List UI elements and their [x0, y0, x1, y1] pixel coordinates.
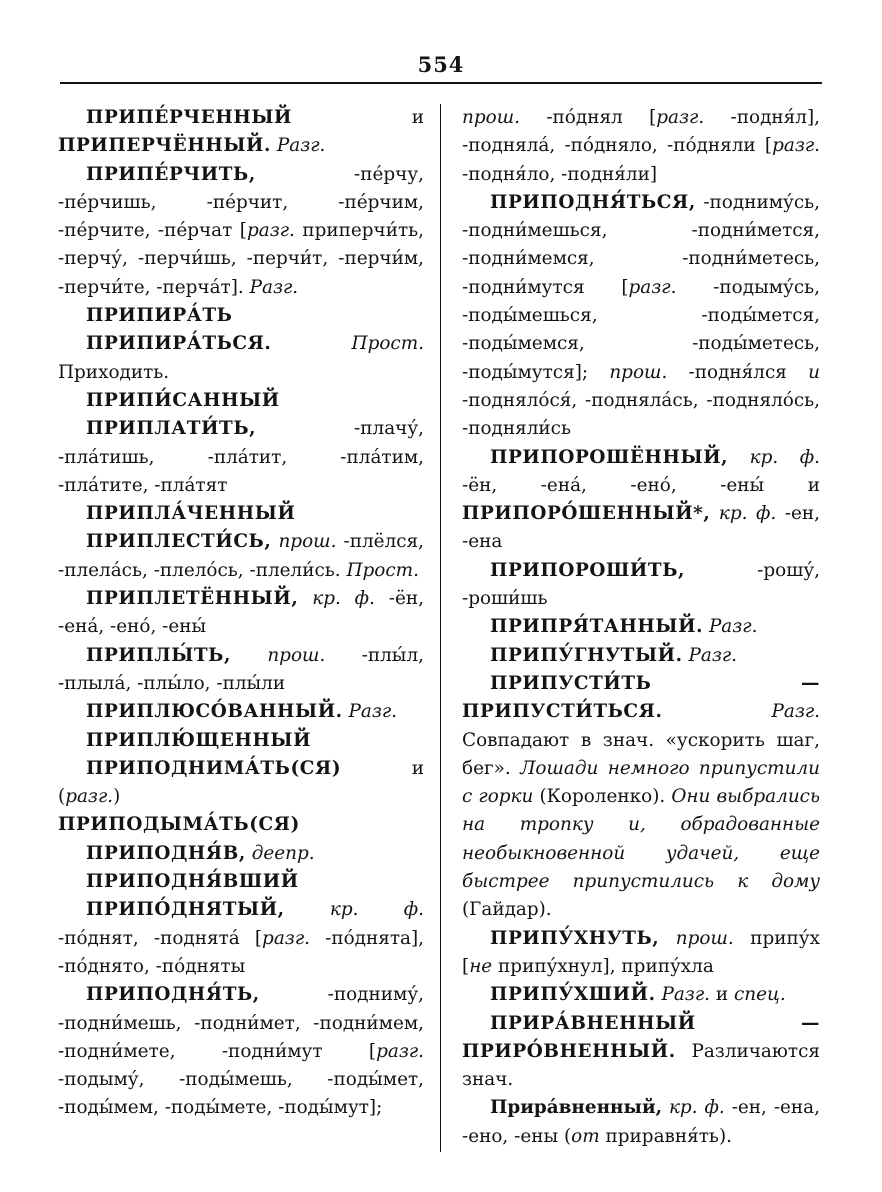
- headword: ПРИПО́ДНЯТЫЙ,: [86, 899, 285, 921]
- headword: ПРИПЛАТИ́ТЬ,: [86, 418, 257, 440]
- entry-pripodnyavshiy: [58, 868, 424, 896]
- usage-label: спец.: [733, 984, 786, 1006]
- usage-label: прош.: [609, 361, 668, 383]
- subentry-priravnenny: [462, 1094, 820, 1151]
- usage-label: разг.: [246, 220, 295, 242]
- conjunction: и: [411, 107, 424, 128]
- usage-label: кр. ф.: [718, 503, 777, 525]
- usage-label: разг.: [628, 276, 677, 298]
- word-forms: -плы́л, -плыла́, -плы́ло, -плы́ли: [58, 644, 424, 694]
- entry-pripukhshiy: [462, 981, 820, 1009]
- usage-label: прош.: [462, 107, 520, 128]
- entry-priporoshit: [462, 557, 820, 614]
- conjunction: и: [715, 984, 729, 1006]
- word-forms: приперчи́ть, -перчу́, -перчи́шь, -перчи́т, -перчи́м, -перчи́те, -перча́т].: [58, 220, 424, 298]
- usage-label: кр. ф.: [668, 1097, 725, 1119]
- entry-pripodnyat-continued: [462, 104, 820, 189]
- example-quote: Лошади немного припустили с горки: [462, 757, 820, 808]
- right-column: [462, 104, 820, 1151]
- conjunction: и: [808, 361, 820, 383]
- headword: Прира́вненный,: [490, 1097, 662, 1119]
- entry-priplestis: [58, 528, 424, 585]
- word-forms: -по́днял [: [546, 107, 657, 128]
- entry-pripustit: [462, 670, 820, 925]
- headword: ПРИПРЯ́ТАННЫЙ.: [490, 616, 704, 638]
- word-forms: -подыму́сь, -поды́мешься, -поды́мется, -поды́мемся, -поды́метесь, -поды́мутся];: [462, 276, 820, 383]
- headword: ПРИПЛЮСО́ВАННЫЙ.: [86, 701, 343, 723]
- entry-priplyushchenny: [58, 727, 424, 755]
- usage-label: Разг.: [661, 984, 710, 1006]
- headword: ПРИПУ́ХНУТЬ,: [490, 927, 660, 949]
- usage-label: Разг.: [249, 276, 299, 298]
- word-forms: -подыму́, -поды́мешь, -поды́мет, -поды́мем, -поды́мете, -поды́мут];: [58, 1069, 424, 1119]
- usage-label: кр. ф.: [329, 899, 424, 921]
- usage-label: прош.: [278, 531, 337, 553]
- entry-pripiratsya: [58, 330, 424, 387]
- usage-label: прош.: [267, 644, 326, 666]
- conjunction: и (: [58, 757, 424, 808]
- word-forms: -по́днят, -поднята́ [: [58, 927, 263, 949]
- headword: ПРИПЛЕТЁННЫЙ,: [86, 588, 299, 610]
- entry-priporoshenny: [462, 444, 820, 557]
- example-source: (Короленко).: [539, 786, 666, 808]
- entry-priplyt: [58, 642, 424, 699]
- headword: ПРИПЕ́РЧИТЬ,: [86, 163, 256, 185]
- entry-pripirat: [58, 302, 424, 330]
- definition: Совпадают в знач. «ускорить шаг, бег».: [462, 729, 820, 779]
- headword-variant: ПРИПЕРЧЁННЫЙ.: [58, 135, 272, 157]
- entry-pripodnyatsya: [462, 189, 820, 444]
- usage-label: Разг.: [708, 616, 758, 638]
- word-forms: -подня́лся: [688, 361, 787, 383]
- column-divider: [440, 104, 441, 1152]
- headword: ПРИПЛЕСТИ́СЬ,: [86, 531, 272, 553]
- entry-pripodnyat: [58, 981, 424, 1122]
- headword: ПРИПУСТИ́ТЬ — ПРИПУСТИ́ТЬСЯ.: [462, 672, 820, 723]
- word-forms: -рошу́, -роши́шь: [462, 559, 820, 610]
- usage-label: кр. ф.: [749, 446, 820, 468]
- word-forms: -ён, -ена́, -ено́, -ены́: [462, 474, 765, 496]
- header-rule: [60, 82, 822, 84]
- entry-priperchit: [58, 161, 424, 302]
- usage-label: Разг.: [348, 701, 398, 723]
- headword: ПРИПЛА́ЧЕННЫЙ: [86, 503, 296, 525]
- headword: ПРИПОРОШИ́ТЬ,: [490, 559, 685, 581]
- entry-pripisanny: [58, 387, 424, 415]
- headword: ПРИПЕ́РЧЕННЫЙ: [86, 107, 293, 128]
- usage-label: разг.: [262, 927, 310, 949]
- conjunction: и: [807, 474, 820, 496]
- entry-pripodnyatyy: [58, 896, 424, 981]
- headword: ПРИПУ́ГНУТЫЙ.: [490, 644, 683, 666]
- entry-pripodymat: [58, 811, 424, 839]
- headword: ПРИПИРА́ТЬ: [86, 305, 233, 327]
- headword: ПРИПУ́ХШИЙ.: [490, 984, 656, 1006]
- headword: ПРИПЛЮ́ЩЕННЫЙ: [86, 729, 312, 751]
- usage-label: Прост.: [351, 333, 424, 355]
- entry-pripugnuty: [462, 642, 820, 670]
- word-forms: -плачу́, -пла́тишь, -пла́тит, -пла́тим, -пла́тите, -пла́тят: [58, 418, 424, 496]
- entry-priplachenny: [58, 500, 424, 528]
- word-forms: -подня́ло, -подня́ли]: [462, 163, 658, 185]
- word-forms: -подняло́ся́, -подняла́сь, -подняло́сь, -подняли́сь: [462, 389, 820, 440]
- usage-label: Прост.: [346, 559, 419, 581]
- headword: ПРИРА́ВНЕННЫЙ — ПРИРО́ВНЕННЫЙ.: [462, 1012, 820, 1062]
- usage-label: от: [571, 1125, 600, 1147]
- headword: ПРИПОДНЯ́ТЬ,: [86, 984, 260, 1006]
- word-forms: припу́х [: [462, 927, 820, 977]
- entry-pripodnyav: [58, 840, 424, 868]
- headword: ПРИПОДНИМА́ТЬ(СЯ): [86, 757, 342, 779]
- headword: ПРИПОРОШЁННЫЙ,: [490, 446, 729, 468]
- headword: ПРИПИ́САННЫЙ: [86, 389, 280, 411]
- entry-priplyusovanny: [58, 698, 424, 726]
- headword: ПРИПЛЫ́ТЬ,: [86, 644, 231, 666]
- word-forms: -пе́рчу, -пе́рчишь, -пе́рчит, -пе́рчим, -пе́рчите, -пе́рчат [: [58, 163, 424, 242]
- entry-pripodnimat: [58, 755, 424, 812]
- entry-pripletenny: [58, 585, 424, 642]
- definition: Различаются знач.: [462, 1040, 820, 1091]
- usage-label: деепр.: [251, 842, 315, 864]
- usage-label: Разг.: [771, 701, 820, 723]
- word-forms: -плёлся, -плела́сь, -плело́сь, -плели́сь.: [58, 531, 424, 581]
- entry-pripukhnut: [462, 925, 820, 982]
- headword: ПРИПОДНЯ́ВШИЙ: [86, 871, 299, 893]
- usage-label: разг.: [656, 107, 705, 128]
- definition: Приходить.: [58, 361, 170, 383]
- headword: ПРИПОДНЯ́В,: [86, 842, 246, 864]
- word-forms: -по́днята], -по́днято, -по́дняты: [58, 927, 424, 977]
- usage-label: не: [469, 955, 493, 977]
- entry-priplatit: [58, 415, 424, 500]
- page-number: 554: [417, 52, 465, 77]
- usage-label: Разг.: [688, 644, 737, 666]
- left-column: [58, 104, 424, 1123]
- usage-label: разг.: [65, 786, 114, 808]
- word-forms: -подниму́, -подни́мешь, -подни́мет, -подни́мем, -подни́мете, -подни́мут [: [58, 984, 424, 1062]
- example-quote: Они выбрались на тропку и, обрадованные необыкновенной удачей, еще быстрее припустились к дому: [462, 786, 820, 893]
- punctuation: ): [113, 786, 121, 808]
- usage-label: разг.: [376, 1040, 424, 1062]
- entry-pripryatanny: [462, 613, 820, 641]
- word-forms: -ён, -ена́, -ено́, -ены́: [58, 588, 424, 638]
- usage-label: разг.: [772, 135, 820, 157]
- usage-label: прош.: [675, 927, 734, 949]
- word-forms: -ен, -ена: [462, 503, 820, 553]
- word-forms: -ен, -ена, -ено, -ены (: [462, 1097, 820, 1147]
- usage-label: кр. ф.: [312, 588, 375, 610]
- usage-label: Разг.: [276, 135, 326, 157]
- entry-priravnenny: [462, 1010, 820, 1095]
- entry-priperchenny: [58, 104, 424, 161]
- example-source: (Гайдар).: [462, 899, 552, 921]
- word-forms: -подня́л], -подняла́, -по́дняло, -по́дняли [: [462, 107, 820, 157]
- headword-variant: ПРИПОДЫМА́ТЬ(СЯ): [58, 814, 300, 836]
- word-forms: припу́хнул], припу́хла: [498, 955, 714, 977]
- headword-variant: ПРИПОРО́ШЕННЫЙ*,: [462, 503, 711, 525]
- word-forms: -подниму́сь, -подни́мешься, -подни́мется, -подни́мемся, -подни́метесь, -подни́мутся [: [462, 191, 820, 298]
- headword: ПРИПОДНЯ́ТЬСЯ,: [490, 191, 696, 213]
- headword: ПРИПИРА́ТЬСЯ.: [86, 333, 272, 355]
- word-forms: приравня́ть).: [605, 1125, 732, 1147]
